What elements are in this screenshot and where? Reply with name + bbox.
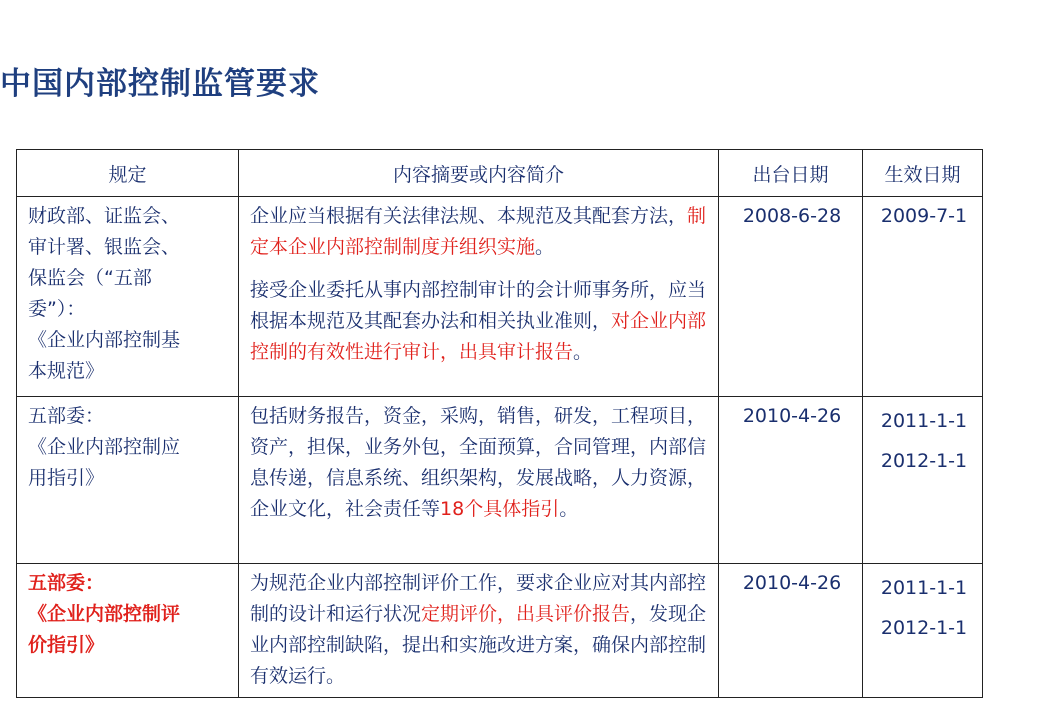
issued-date-cell: 2008-6-28	[719, 197, 863, 397]
regulation-cell	[17, 197, 239, 397]
regulation-cell	[17, 564, 239, 698]
summary-highlight: 制定本企业内部控制制度并组织实施	[250, 205, 707, 258]
effective-date-cell: 2009-7-1	[863, 197, 983, 397]
summary-cell	[239, 197, 719, 397]
regulation-line: 用指引》	[28, 467, 105, 489]
summary-highlight: 18个具体指引	[440, 498, 560, 520]
regulation-line: 五部委：	[28, 572, 105, 594]
regulation-line: 《企业内部控制基	[28, 329, 181, 351]
effective-date-cell	[863, 564, 983, 698]
effective-date: 2012-1-1	[880, 617, 968, 639]
summary-paragraph: 包括财务报告，资金，采购，销售，研发，工程项目，资产，担保，业务外包，全面预算，合同管理，内部信息传递，信息系统、组织架构，发展战略，人力资源，企业文化，社会责任等18个具体指引。	[250, 405, 707, 520]
effective-date: 2012-1-1	[880, 450, 968, 472]
summary-highlight: 定期评价，出具评价报告	[421, 603, 631, 625]
regulation-line: 《企业内部控制应	[28, 436, 181, 458]
header-summary: 内容摘要或内容简介	[239, 150, 719, 197]
summary-highlight: 对企业内部控制的有效性进行审计，出具审计报告	[250, 310, 707, 363]
issued-date-cell: 2010-4-26	[719, 564, 863, 698]
regulation-line: 审计署、银监会、	[28, 236, 181, 258]
regulation-line: 财政部、证监会、	[28, 205, 181, 227]
summary-paragraph: 接受企业委托从事内部控制审计的会计师事务所，应当根据本规范及其配套办法和相关执业准则，对企业内部控制的有效性进行审计，出具审计报告。	[250, 279, 707, 363]
regulation-line: 五部委：	[28, 405, 105, 427]
header-issued-date: 出台日期	[719, 150, 863, 197]
summary-paragraph: 企业应当根据有关法律法规、本规范及其配套方法，制定本企业内部控制制度并组织实施。	[250, 205, 707, 258]
header-regulation: 规定	[17, 150, 239, 197]
effective-date-cell	[863, 397, 983, 564]
page-title: 中国内部控制监管要求	[0, 66, 320, 102]
table-row	[17, 564, 983, 698]
header-effective-date: 生效日期	[863, 150, 983, 197]
regulation-line: 《企业内部控制评	[28, 603, 181, 625]
effective-date: 2011-1-1	[880, 410, 968, 432]
issued-date-cell: 2010-4-26	[719, 397, 863, 564]
regulation-table	[16, 149, 983, 698]
table-row	[17, 197, 983, 397]
table-row	[17, 397, 983, 564]
regulation-line: 本规范》	[28, 360, 105, 382]
regulation-line: 委”）：	[28, 298, 86, 320]
regulation-cell	[17, 397, 239, 564]
regulation-line: 保监会（“五部	[28, 267, 152, 289]
header-row	[17, 150, 983, 197]
summary-cell	[239, 564, 719, 698]
summary-paragraph: 为规范企业内部控制评价工作，要求企业应对其内部控制的设计和运行状况定期评价，出具评价报告，发现企业内部控制缺陷，提出和实施改进方案，确保内部控制有效运行。	[250, 572, 707, 687]
regulation-line: 价指引》	[28, 634, 105, 656]
summary-cell	[239, 397, 719, 564]
effective-date: 2011-1-1	[880, 577, 968, 599]
